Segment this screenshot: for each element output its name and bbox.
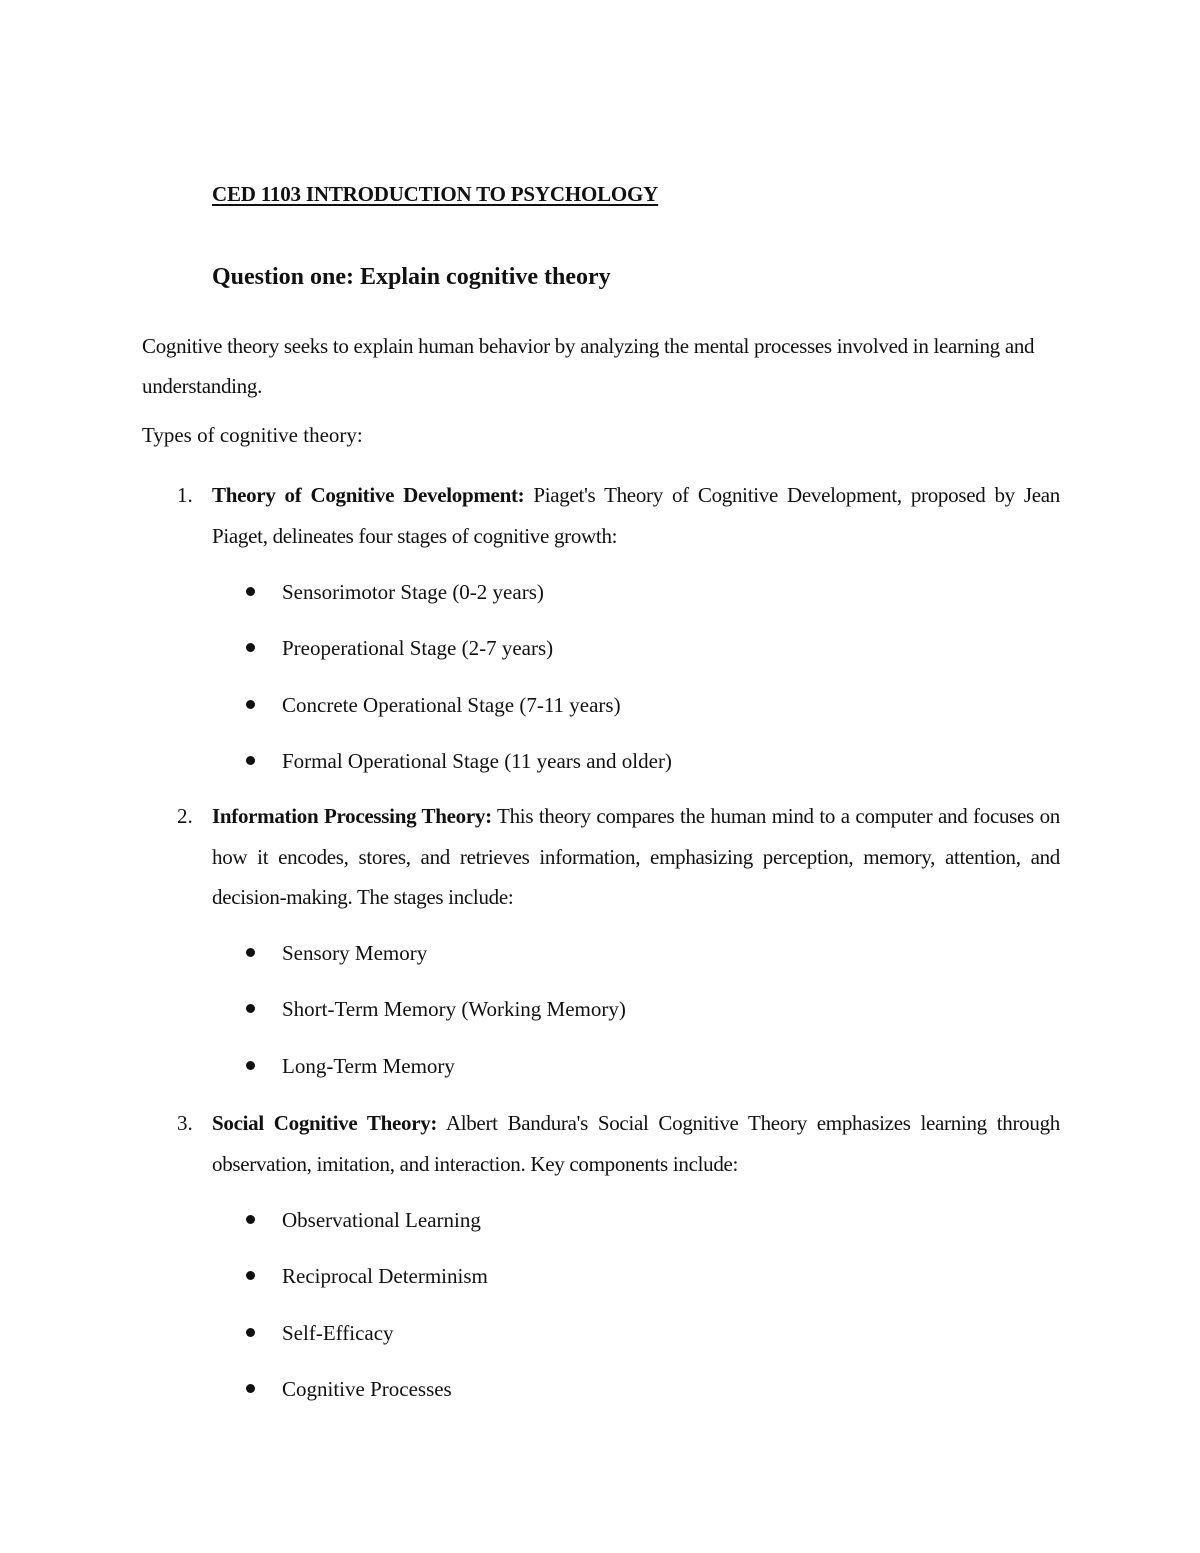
list-item-text: Self-Efficacy [282,1320,394,1345]
bullet-icon [246,1004,255,1013]
list-item-text: Preoperational Stage (2-7 years) [282,636,554,661]
bullet-icon [246,1384,255,1393]
list-item-text: Formal Operational Stage (11 years and older) [282,748,672,773]
types-label: Types of cognitive theory: [142,423,363,447]
bullet-icon [246,1328,255,1337]
theory-number: 3. [177,1111,193,1135]
theory-item-social-cognitive [142,1103,1060,1184]
bullet-icon [246,700,255,709]
theory-item-cognitive-development [142,475,1060,556]
bullet-icon [246,587,255,596]
bullet-icon [246,1215,255,1224]
theory-description: Piaget's Theory of Cognitive Development, proposed by Jean Piaget, delineates four stages of cognitive growth: [212,483,1060,548]
bullet-icon [246,643,255,652]
theory-description: Albert Bandura's Social Cognitive Theory emphasizes learning through observation, imitation, and interaction. Key components include: [212,1111,1060,1176]
question-heading: Question one: Explain cognitive theory [212,264,611,290]
theory-name: Social Cognitive Theory: [212,1111,438,1135]
bullet-icon [246,1271,255,1280]
theory-description: This theory compares the human mind to a computer and focuses on how it encodes, stores, and retrieves information, emphasizing perception, memory, attention, and decision-making. The stages include: [212,804,1060,909]
theory-paragraph [212,475,1060,556]
theory-number: 1. [177,483,193,507]
theory-paragraph [212,796,1060,918]
theory-name: Information Processing Theory: [212,804,492,828]
bullet-icon [246,1061,255,1070]
course-title: CED 1103 INTRODUCTION TO PSYCHOLOGY [212,182,659,206]
theory-paragraph [212,1103,1060,1184]
bullet-icon [246,756,255,765]
bullet-icon [246,948,255,957]
list-item-text: Sensorimotor Stage (0-2 years) [282,580,544,604]
list-item-text: Observational Learning [282,1208,481,1232]
theory-name: Theory of Cognitive Development: [212,483,525,507]
list-item-text: Long-Term Memory [282,1053,455,1078]
list-item-text: Cognitive Processes [282,1376,452,1401]
list-item-text: Sensory Memory [282,941,428,965]
theory-number: 2. [177,804,193,828]
theory-item-information-processing [142,796,1060,918]
list-item-text: Concrete Operational Stage (7-11 years) [282,692,621,717]
list-item-text: Reciprocal Determinism [282,1264,488,1289]
intro-paragraph: Cognitive theory seeks to explain human behavior by analyzing the mental processes involved in learning and understanding. [142,334,1035,398]
list-item-text: Short-Term Memory (Working Memory) [282,997,626,1022]
